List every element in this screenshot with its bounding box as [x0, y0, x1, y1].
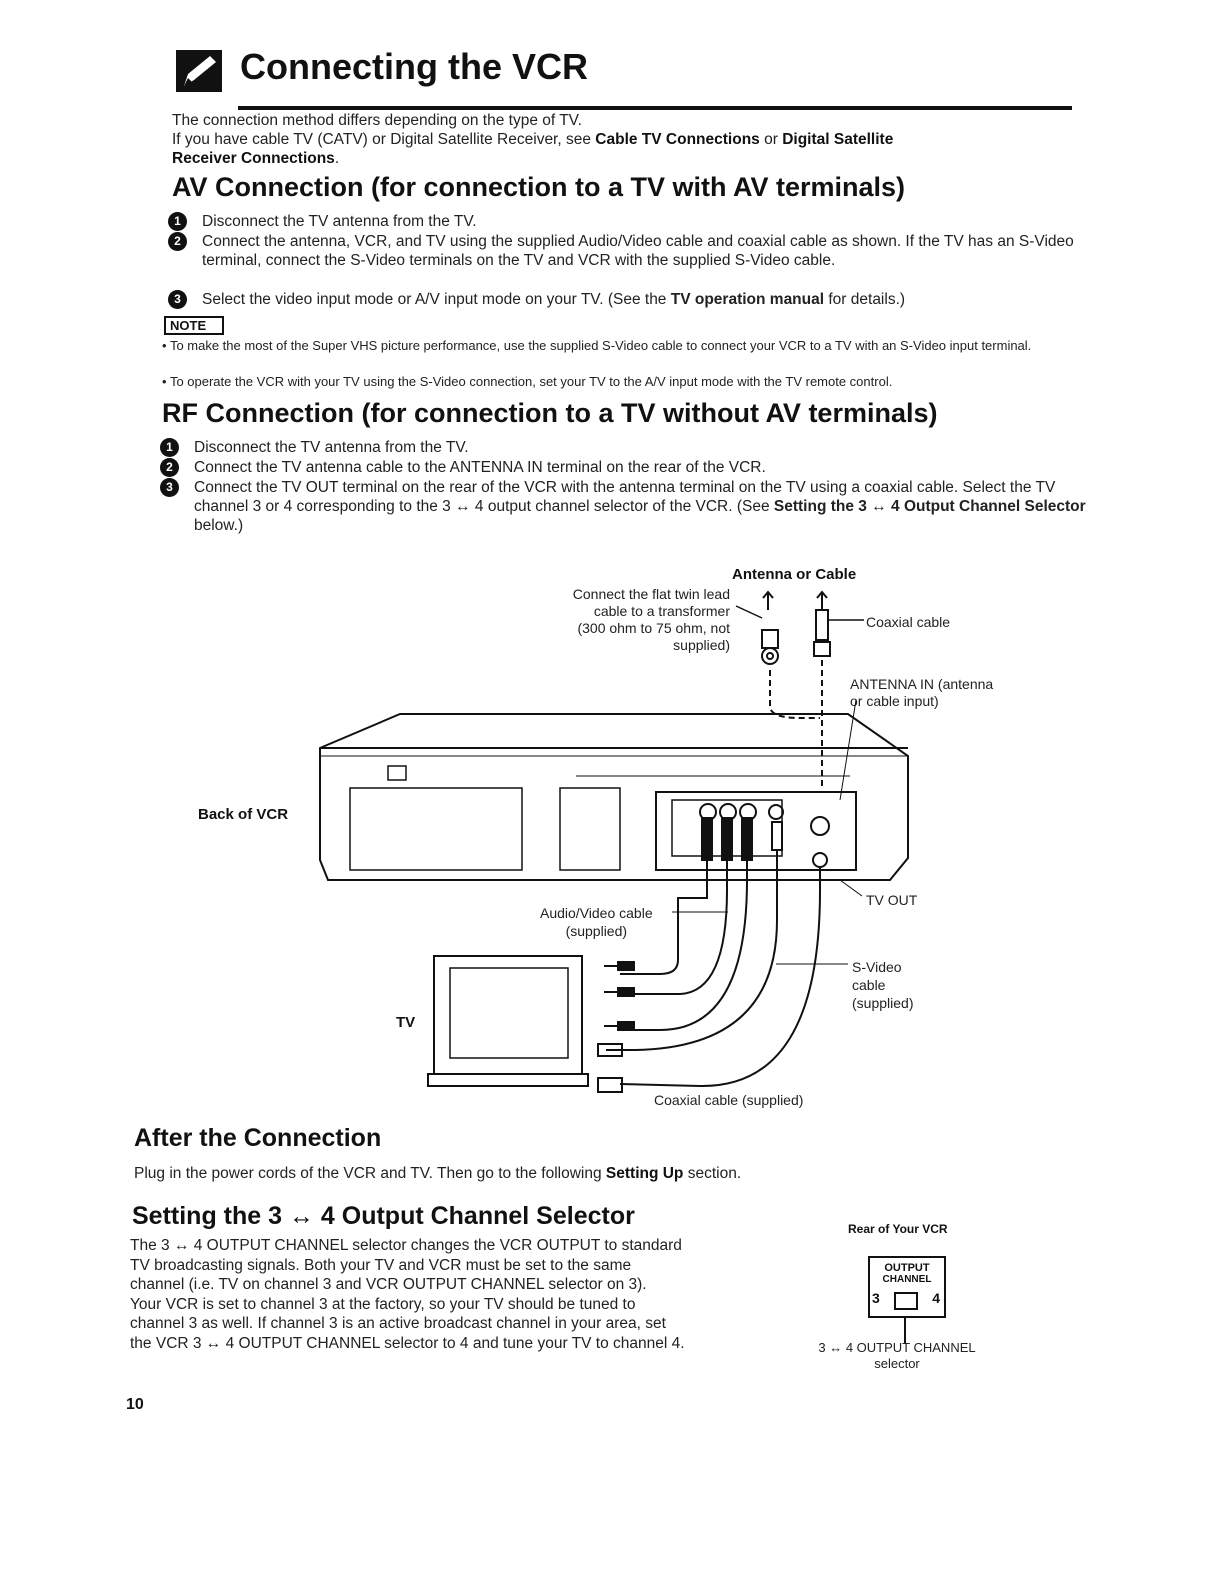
digital-satellite-link: Digital Satellite — [782, 131, 894, 148]
transformer-icon — [762, 630, 778, 648]
antenna-arrow-2 — [817, 592, 827, 610]
rear-vcr-label: Rear of Your VCR — [848, 1222, 948, 1236]
antenna-arrow-1 — [763, 592, 773, 610]
coax-connector-icon — [816, 610, 828, 640]
tv-body — [434, 956, 582, 1074]
rf-step-2: 2 Connect the TV antenna cable to the ANTENNA IN terminal on the rear of the VCR. — [160, 458, 1084, 477]
vcr-connection-diagram — [300, 590, 920, 1100]
antenna-or-cable-label: Antenna or Cable — [732, 566, 857, 583]
note-badge: NOTE — [164, 316, 224, 335]
intro-text — [172, 111, 1072, 168]
step-number-3: 3 — [168, 290, 187, 309]
coax-supplied-label: Coaxial cable (supplied) — [654, 1092, 804, 1108]
transformer-note: Connect the flat twin lead cable to a transformer (300 ohm to 75 ohm, not supplied) — [572, 586, 730, 653]
rf-step-3: 3 Connect the TV OUT terminal on the rear of the VCR with the antenna terminal on the TV using a coaxial cable. Select the TV channel 3 or 4 corresponding to the 3 ↔ 4 output channel selector of the VCR. (See Setting the 3 ↔ 4 Output Channel Selector below.) — [160, 478, 1089, 535]
antenna-in-terminal — [811, 817, 829, 835]
selector-heading: Setting the 3 ↔ 4 Output Channel Selector — [132, 1202, 635, 1230]
av-step-2: 2 Connect the antenna, VCR, and TV using the supplied Audio/Video cable and coaxial cable as shown. If the TV has an S-Video terminal, connect the S-Video terminals on the TV and VCR with the supplied S-Video cable. — [168, 232, 1102, 270]
intro-line-1: The connection method differs depending on the type of TV. — [172, 112, 582, 129]
av-heading: AV Connection (for connection to a TV with AV terminals) — [172, 172, 906, 202]
coaxial-cable-label: Coaxial cable — [866, 614, 951, 630]
svideo-terminal — [769, 805, 783, 819]
step-number-1: 1 — [168, 212, 187, 231]
rf-step-1: 1 Disconnect the TV antenna from the TV. — [160, 438, 1084, 457]
tv-label: TV — [396, 1014, 416, 1031]
page-title: Connecting the VCR — [240, 46, 588, 87]
intro-line-3: Receiver Connections. — [172, 150, 340, 167]
setting-up-link: Setting Up — [605, 1165, 684, 1182]
pencil-icon — [176, 50, 222, 92]
coax-plug — [598, 1078, 622, 1092]
antenna-in-label: ANTENNA IN (antenna or cable input) — [850, 676, 994, 709]
after-heading: After the Connection — [134, 1124, 382, 1152]
note-item-2: • To operate the VCR with your TV using the S-Video connection, set your TV to the A/V input mode with the TV remote control. — [162, 374, 893, 389]
tv-screen — [450, 968, 568, 1058]
av-step-1: 1 Disconnect the TV antenna from the TV. — [168, 212, 1092, 231]
vcr-body — [320, 714, 908, 880]
tv-out-terminal — [813, 853, 827, 867]
page-number: 10 — [126, 1396, 144, 1413]
rf-heading: RF Connection (for connection to a TV without AV terminals) — [162, 398, 938, 428]
switch-caption: 3 ↔ 4 OUTPUT CHANNEL selector — [818, 1340, 976, 1371]
av-cable-label: Audio/Video cable (supplied) — [540, 905, 653, 939]
output-channel-switch: OUTPUT CHANNEL 3 4 — [868, 1256, 946, 1318]
back-of-vcr-label: Back of VCR — [198, 806, 289, 823]
svideo-cable-label: S-Video cable (supplied) — [852, 959, 914, 1011]
step-number-2: 2 — [168, 232, 187, 251]
av-step-3: 3 Select the video input mode or A/V input mode on your TV. (See the TV operation manual for details.) — [168, 290, 1092, 309]
intro-line-2: If you have cable TV (CATV) or Digital Satellite Receiver, see Cable TV Connections or Digital Satellite — [172, 131, 894, 148]
note-item-1: • To make the most of the Super VHS picture performance, use the supplied S-Video cable to connect your VCR to a TV with an S-Video input terminal. — [162, 338, 1032, 353]
selector-body: The 3 ↔ 4 OUTPUT CHANNEL selector changes the VCR OUTPUT to standard TV broadcasting signals. Both your TV and VCR must be set to the same channel (i.e. TV on channel 3 and VCR OUTPUT CHANNEL selector on 3). Your VCR is set to channel 3 at the factory, so your TV should be tuned to channel 3 as well. If channel 3 is an active broadcast channel in your area, set the VCR 3 ↔ 4 OUTPUT CHANNEL selector to 4 and tune your TV to channel 4. — [130, 1237, 685, 1352]
after-text: Plug in the power cords of the VCR and TV. Then go to the following Setting Up section. — [134, 1165, 742, 1182]
cable-tv-link: Cable TV Connections — [595, 131, 760, 148]
switch-slider — [894, 1292, 918, 1310]
tv-out-label: TV OUT — [866, 892, 918, 908]
title-divider — [238, 106, 1072, 110]
